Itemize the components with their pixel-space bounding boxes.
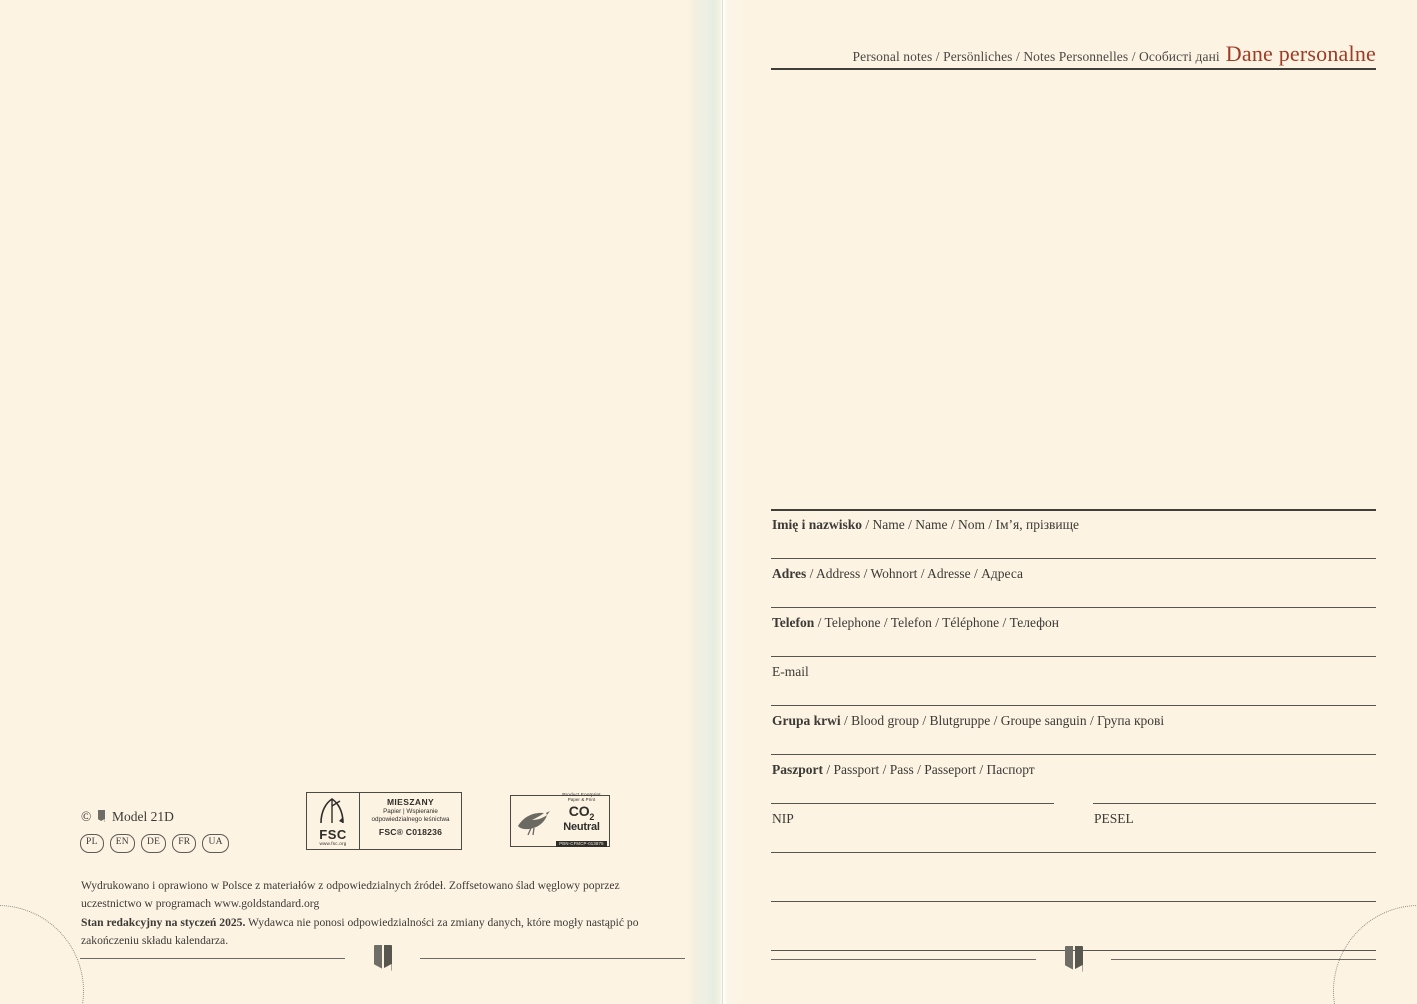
fsc-certification-mark xyxy=(306,792,462,850)
field-label: Paszport / Passport / Pass / Passeport / Паспорт xyxy=(772,762,1035,777)
fsc-logo xyxy=(307,793,359,849)
field-telephone[interactable] xyxy=(771,607,1376,656)
field-label: E-mail xyxy=(772,664,809,679)
footer-rule-right xyxy=(420,958,685,959)
fsc-text xyxy=(359,793,461,849)
co2-info xyxy=(554,794,609,849)
language-badge-ua: UA xyxy=(202,834,228,853)
language-badges xyxy=(80,834,229,853)
field-rule xyxy=(771,901,1376,902)
co2-code: PBN-CFMCP-013875 xyxy=(556,841,607,847)
field-label: Adres / Address / Wohnort / Adresse / Адреса xyxy=(772,566,1024,581)
blank-write-line-1[interactable] xyxy=(771,852,1376,901)
field-address[interactable] xyxy=(771,558,1376,607)
left-page-footer-ornament xyxy=(80,945,685,973)
co2-subscript: 2 xyxy=(589,811,595,822)
co2-top-line2: Paper & Print xyxy=(567,797,596,803)
field-blood-group[interactable] xyxy=(771,705,1376,754)
field-passport[interactable] xyxy=(771,754,1376,803)
field-rule xyxy=(771,607,1376,608)
dove-icon xyxy=(514,804,554,838)
right-page xyxy=(744,0,1417,1004)
footer-rule-left xyxy=(771,959,1036,960)
language-badge-fr: FR xyxy=(172,834,196,853)
fsc-code: FSC® C018236 xyxy=(378,826,443,837)
copyright-symbol: © xyxy=(81,809,92,824)
model-line xyxy=(81,809,174,825)
field-rule xyxy=(771,852,1376,853)
editorial-status-text: Wydawca nie ponosi odpowiedzialności za zmiany danych, które mogły nastąpić po zakończeniu składu kalendarza. xyxy=(81,916,639,947)
book-spine-gutter xyxy=(688,0,744,1004)
fsc-line2: Papier | Wspieranie odpowiedzialnego leśnictwa xyxy=(371,808,450,823)
blank-write-line-2[interactable] xyxy=(771,901,1376,950)
bookmark-ornament-icon xyxy=(374,945,392,971)
model-label: Model 21D xyxy=(112,809,174,824)
field-email[interactable] xyxy=(771,656,1376,705)
field-label: PESEL xyxy=(1094,811,1134,826)
page-title: Dane personalne xyxy=(1225,41,1376,66)
fsc-wordmark: FSC xyxy=(319,827,347,842)
co2-neutral-mark xyxy=(510,792,610,847)
language-badge-de: DE xyxy=(141,834,166,853)
field-rule xyxy=(771,656,1376,657)
field-label: Telefon / Telephone / Telefon / Téléphone / Телефон xyxy=(772,615,1059,630)
field-name[interactable] xyxy=(771,509,1376,558)
field-rule xyxy=(771,509,1376,511)
field-label: Grupa krwi / Blood group / Blutgruppe / Groupe sanguin / Група крові xyxy=(772,713,1165,728)
field-rule xyxy=(771,803,1054,804)
header-rule xyxy=(771,68,1376,70)
corner-arc-left-decoration xyxy=(0,905,84,1004)
field-rule xyxy=(771,754,1376,755)
co2-neutral-label: Neutral xyxy=(563,820,600,833)
field-row-nip-pesel xyxy=(771,803,1376,852)
bookmark-icon xyxy=(98,810,105,822)
field-rule xyxy=(771,705,1376,706)
bookmark-ornament-icon xyxy=(1065,946,1083,972)
personal-data-form xyxy=(771,509,1376,999)
field-rule xyxy=(771,558,1376,559)
left-page xyxy=(0,0,690,1004)
language-badge-pl: PL xyxy=(80,834,104,853)
field-label: Imię i nazwisko / Name / Name / Nom / Ім’я, прізвище xyxy=(772,517,1080,532)
field-rule xyxy=(1093,803,1376,804)
field-label: NIP xyxy=(772,811,794,826)
co2-label: $CO_2$ xyxy=(568,802,595,822)
footer-rule-right xyxy=(1111,959,1376,960)
language-badge-en: EN xyxy=(110,834,135,853)
right-page-footer-ornament xyxy=(771,946,1376,974)
co2-top-line1: Product Footprint xyxy=(562,792,601,798)
editorial-status-date: Stan redakcyjny na styczeń 2025. xyxy=(81,916,246,929)
footer-rule-left xyxy=(80,958,345,959)
page-header xyxy=(771,41,1376,67)
print-origin-note: Wydrukowano i oprawiono w Polsce z materiałów z odpowiedzialnych źródeł. Zoffsetowano ślad węglowy poprzez uczestnictwo w programach www.goldstandard.org xyxy=(81,879,620,910)
header-languages: Personal notes / Persönliches / Notes Personnelles / Особисті дані xyxy=(852,49,1220,64)
fsc-line1: MIESZANY xyxy=(386,797,435,807)
fsc-url: www.fsc.org xyxy=(319,841,347,846)
fsc-tree-icon xyxy=(317,797,347,825)
